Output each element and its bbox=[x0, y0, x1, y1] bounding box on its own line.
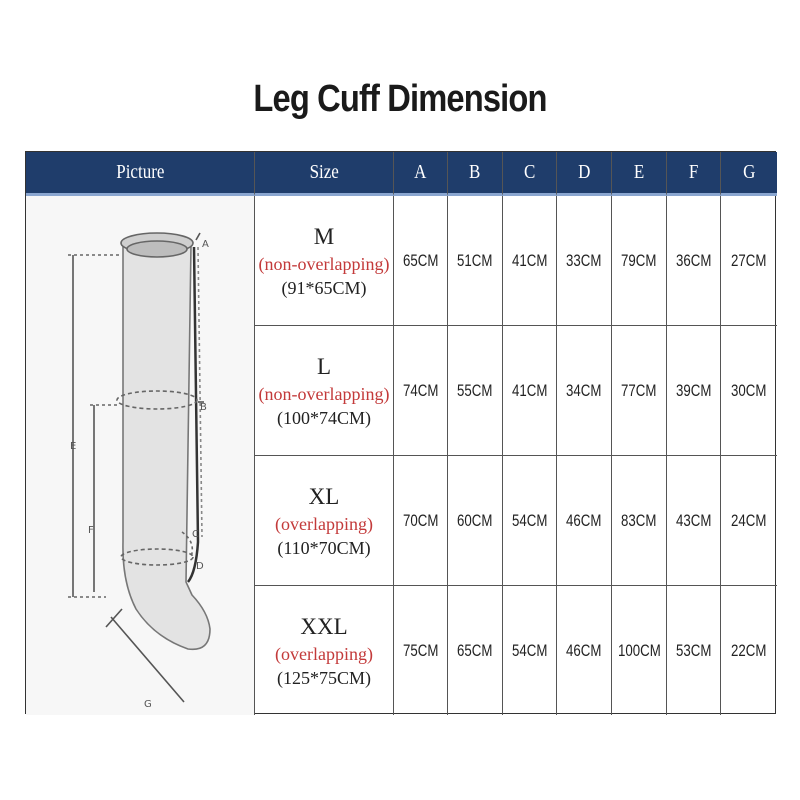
cell-l-f: 39CM bbox=[667, 326, 721, 456]
cell-xxl-a: 75CM bbox=[394, 586, 448, 715]
size-type: (overlapping) bbox=[275, 513, 373, 534]
size-name: L bbox=[316, 353, 332, 379]
cell-xxl-f: 53CM bbox=[667, 586, 721, 715]
size-cell-xl bbox=[255, 456, 394, 586]
size-type: (non-overlapping) bbox=[258, 383, 390, 404]
label-b: B bbox=[200, 401, 207, 413]
leg-cuff-illustration bbox=[26, 197, 254, 715]
size-cell-l bbox=[255, 326, 394, 456]
cell-m-g: 27CM bbox=[721, 196, 777, 326]
size-cell-xxl bbox=[255, 586, 394, 715]
size-cell-m bbox=[255, 196, 394, 326]
label-f: F bbox=[88, 524, 94, 536]
cell-xl-b: 60CM bbox=[448, 456, 503, 586]
cell-xxl-g: 22CM bbox=[731, 640, 767, 660]
cell-xxl-e: 100CM bbox=[612, 586, 667, 715]
cell-l-g: 30CM bbox=[721, 326, 777, 456]
cell-l-e: 77CM bbox=[612, 326, 667, 456]
label-d: D bbox=[196, 560, 204, 572]
size-type: (non-overlapping) bbox=[258, 253, 390, 274]
cell-xxl-c: 54CM bbox=[503, 586, 557, 715]
header-a: A bbox=[394, 152, 448, 196]
page-title: Leg Cuff Dimension bbox=[253, 78, 547, 120]
cell-xl-g: 24CM bbox=[721, 456, 777, 586]
header-d: D bbox=[557, 152, 612, 196]
cell-m-e: 79CM bbox=[612, 196, 667, 326]
cell-xl-d: 46CM bbox=[557, 456, 612, 586]
cell-xxl-b: 65CM bbox=[448, 586, 503, 715]
cell-m-b: 51CM bbox=[448, 196, 503, 326]
cell-xl-f: 43CM bbox=[667, 456, 721, 586]
cell-l-c: 41CM bbox=[503, 326, 557, 456]
header-e: E bbox=[612, 152, 667, 196]
cell-l-a: 74CM bbox=[394, 326, 448, 456]
label-g: G bbox=[144, 698, 152, 710]
cell-m-c: 41CM bbox=[503, 196, 557, 326]
header-size: Size bbox=[255, 152, 394, 196]
size-name: XXL bbox=[300, 613, 348, 639]
header-f: F bbox=[667, 152, 721, 196]
cell-l-d: 34CM bbox=[557, 326, 612, 456]
size-dimensions: (125*75CM) bbox=[277, 668, 371, 689]
size-dimensions: (91*65CM) bbox=[281, 278, 367, 299]
cell-xl-c: 54CM bbox=[503, 456, 557, 586]
dimension-table bbox=[25, 151, 776, 714]
size-type: (overlapping) bbox=[275, 643, 373, 664]
cell-m-a: 65CM bbox=[394, 196, 448, 326]
header-b: B bbox=[448, 152, 503, 196]
size-dimensions: (110*70CM) bbox=[277, 538, 371, 559]
cell-xl-a: 70CM bbox=[394, 456, 448, 586]
size-dimensions: (100*74CM) bbox=[277, 408, 371, 429]
cell-xl-e: 83CM bbox=[612, 456, 667, 586]
cell-l-b: 55CM bbox=[448, 326, 503, 456]
cell-m-f: 36CM bbox=[667, 196, 721, 326]
label-e: E bbox=[70, 440, 77, 452]
label-a: A bbox=[202, 238, 209, 250]
header-c: C bbox=[503, 152, 557, 196]
cell-m-d: 33CM bbox=[557, 196, 612, 326]
leg-cuff-diagram bbox=[26, 196, 255, 715]
cell-xxl-d: 46CM bbox=[557, 586, 612, 715]
header-picture: Picture bbox=[26, 152, 255, 196]
size-name: XL bbox=[308, 483, 340, 509]
size-name: M bbox=[313, 223, 335, 249]
header-g: G bbox=[721, 152, 777, 196]
label-c: C bbox=[192, 528, 199, 540]
